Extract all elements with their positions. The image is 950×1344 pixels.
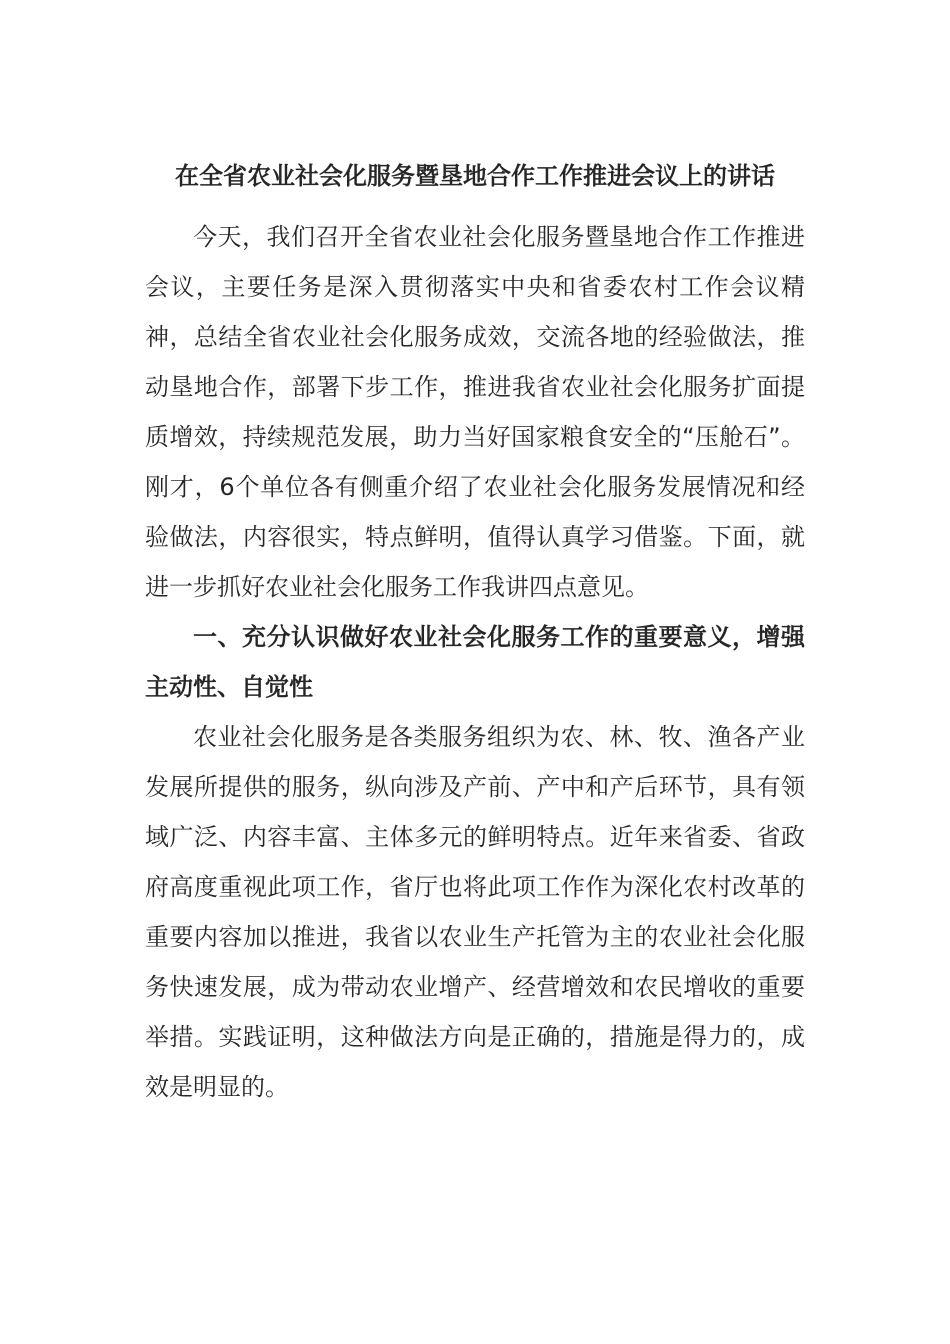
intro-paragraph: 今天，我们召开全省农业社会化服务暨垦地合作工作推进会议，主要任务是深入贯彻落实中央和省委农村工作会议精神，总结全省农业社会化服务成效，交流各地的经验做法，推动垦地合作，部署下步工作，推进我省农业社会化服务扩面提质增效，持续规范发展，助力当好国家粮食安全的“压舱石”。刚才，6个单位各有侧重介绍了农业社会化服务发展情况和经验做法，内容很实，特点鲜明，值得认真学习借鉴。下面，就进一步抓好农业社会化服务工作我讲四点意见。 bbox=[145, 223, 805, 601]
section-one-paragraph: 农业社会化服务是各类服务组织为农、林、牧、渔各产业发展所提供的服务，纵向涉及产前、产中和产后环节，具有领域广泛、内容丰富、主体多元的鲜明特点。近年来省委、省政府高度重视此项工作，省厅也将此项工作作为深化农村改革的重要内容加以推进，我省以农业生产托管为主的农业社会化服务快速发展，成为带动农业增产、经营增效和农民增收的重要举措。实践证明，这种做法方向是正确的，措施是得力的，成效是明显的。 bbox=[145, 723, 805, 1101]
section-heading-one: 一、充分认识做好农业社会化服务工作的重要意义，增强主动性、自觉性 bbox=[145, 623, 805, 701]
document-body bbox=[145, 152, 805, 1112]
document-title: 在全省农业社会化服务暨垦地合作工作推进会议上的讲话 bbox=[175, 162, 775, 190]
